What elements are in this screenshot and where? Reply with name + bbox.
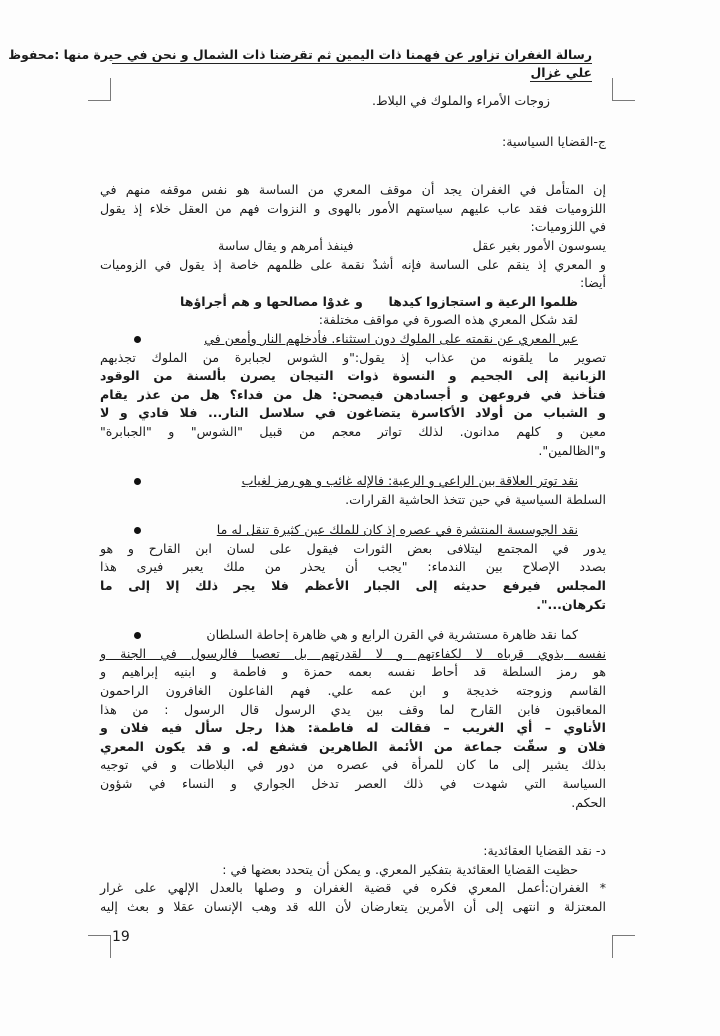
text-line: الحكم. xyxy=(571,794,606,810)
crop-mark-bottom-right xyxy=(612,935,635,958)
text-line: لقد شكل المعري هذه الصورة في مواقف مختلفة: xyxy=(318,312,578,328)
text-line: الأتاوي – أي الغريب – فقالت له فاطمة: هذا رجل سأل فيه فلان و xyxy=(100,720,606,736)
text-line: تصوير ما يلقونه من عذاب إذ يقول:"و الشوس لجبابرة من الملوك تجذبهم xyxy=(100,349,606,365)
list-item xyxy=(100,330,606,460)
verse-line-1 xyxy=(100,237,606,256)
page-number: 19 xyxy=(112,929,130,945)
text-line: بذلك يشير إلى ما كان للمرأة في عصره من دور في البلاطات و في توجيه xyxy=(100,757,606,773)
section-heading-doctrinal: د- نقد القضايا العقائدية: xyxy=(483,843,606,859)
text-line: المعتزلة و انتهى إلى أن الأمرين يتعارضان لأن الله قد وهب الإنسان عقلا و بعث إليه xyxy=(100,898,606,914)
text-line: نقد توتر العلاقة بين الراعي و الرعية: فالإله غائب و هو رمز لغياب xyxy=(241,473,578,489)
text-line: و المعري إذ ينقم على الساسة فإنه أشدٌ نقمة على ظلمهم خاصة إذ يقول في الزوميات xyxy=(100,256,606,272)
text-line: معين و كلهم مدانون. لذلك تواتر معجم من قبيل "الشوس" و "الجبابرة" xyxy=(100,423,606,439)
text-line: بصدد الإصلاح بين الندماء: "يجب أن يحذر من ملك يعبر فيرى هذا xyxy=(100,559,606,575)
verse-hemistich-left: فينفذ أمرهم و يقال ساسة xyxy=(218,237,354,253)
crop-mark-top-right xyxy=(612,78,635,101)
text-line: السياسة التي شهدت في ذلك العصر تدخل الجواري و النساء في شؤون xyxy=(100,776,606,791)
text-line: * الغفران:أعمل المعري فكره في قضية الغفران و وصلها بالعدل الإلهي على غرار xyxy=(100,880,606,896)
text-line: إن المتأمل في الغفران يجد أن موقف المعري من الساسة هو نفس موقفه منهم في xyxy=(100,182,606,198)
text-line: القاسم وزوجته خديجة و ابن عمه علي. فهم الفاعلون الغافرون الراحمون xyxy=(100,683,606,699)
text-line: زوجات الأمراء والملوك في البلاط. xyxy=(371,93,550,108)
header-line-1: رسالة الغفران تزاور عن فهمنا ذات اليمين ثم تقرضنا ذات الشمال و نحن في حيرة منها :محفوظ xyxy=(8,47,592,62)
text-line: يدور في المجتمع ليتلافى بعض الثورات فيقول على لسان ابن القارح و هو xyxy=(100,540,606,556)
text-line: السلطة السياسية في حين تتخذ الحاشية القرارات. xyxy=(345,491,606,507)
text-line: و الشباب من أولاد الأكاسرة يتضاغون في سلاسل النار... فلا فادي و لا xyxy=(100,405,606,421)
list-item xyxy=(100,472,606,509)
text-line: و"الظالمين". xyxy=(538,442,606,458)
text-line: كما نقد ظاهرة مستشرية في القرن الرابع و هي ظاهرة إحاطة السلطان xyxy=(206,627,578,643)
text-line: تكرهان...". xyxy=(536,596,606,612)
verse-hemistich-right: ظلموا الرعية و استجازوا كيدها xyxy=(388,293,578,309)
header-line-2: علي غزال xyxy=(530,65,592,80)
verse-hemistich-left: و غدوْا مصالحها و هم أجراؤها xyxy=(180,293,363,309)
text-line: المجلس فيرفع حديثه إلى الجبار الأعظم فلا يجر ذلك إلا إلى ما xyxy=(100,578,606,594)
verse-hemistich-right: يسوسون الأمور بغير عقل xyxy=(472,237,606,253)
text-line: الزبانية إلى الجحيم و النسوة ذوات التيجان يصرن بألسنة من الوقود xyxy=(100,368,606,384)
list-item xyxy=(100,521,606,614)
document-body xyxy=(100,92,606,917)
text-line: المعاقبون فابن القارح لما وقف بين يدي الرسول قال الرسول : من هذا xyxy=(100,701,606,717)
section-heading-political: ج-القضايا السياسية: xyxy=(501,133,606,149)
bullet-icon xyxy=(134,336,141,343)
text-line: اللزوميات فقد عاب عليهم سياستهم الأمور بالهوى و النزوات فهم من العقل خلاء إذ يقول xyxy=(100,200,606,216)
text-line: عبر المعري عن نقمته على الملوك دون استثناء. فأدخلهم النار وأمعن في xyxy=(204,330,578,346)
crop-mark-bottom-left xyxy=(88,935,111,958)
text-line: حظيت القضايا العقائدية بتفكير المعري. و يمكن أن يتحدد بعضها في : xyxy=(222,861,578,877)
text-line: فلان و سقّت جماعة من الأئمة الطاهرين فشفع له. و قد يكون المعري xyxy=(100,738,606,754)
page-header xyxy=(8,46,592,82)
verse-line-2 xyxy=(100,293,606,312)
text-line: فتأخذ في فروعهن و أجسادهن فيصحن: هل من فداء؟ هل من عذر يقام xyxy=(100,386,606,402)
text-line: نفسه بذوي قرباه لا لكفاءتهم و لا لقدرتهم بل تعصبا فالرسول في الجنة و xyxy=(100,645,606,661)
text-line: هو رمز السلطة قد أحاط نفسه بعمه حمزة و فاطمة و ابنيه إبراهيم و xyxy=(100,664,606,680)
list-item xyxy=(100,626,606,812)
text-line: نقد الجوسسة المنتشرة في عصره إذ كان للملك عين كثيرة تنقل له ما xyxy=(216,522,578,538)
text-line: أيضا: xyxy=(579,275,606,291)
text-line: في اللزوميات: xyxy=(530,219,606,235)
